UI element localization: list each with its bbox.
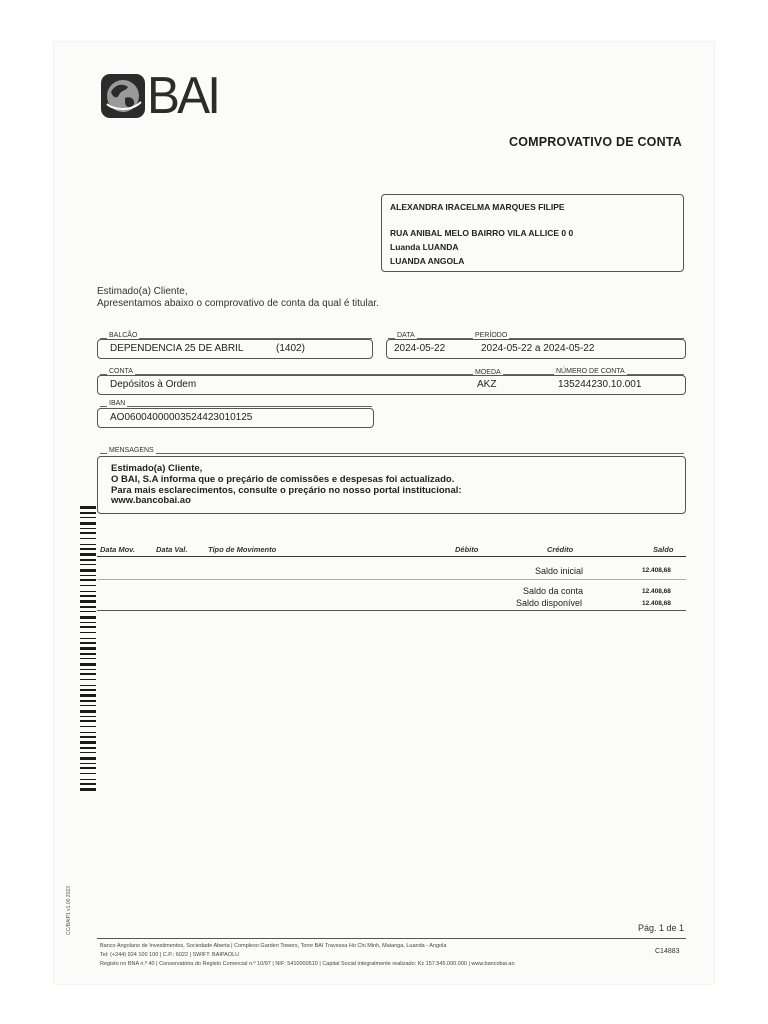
- footer-line-3: Registo no BNA n.º 40 | Conservatória do Registo Comercial n.º 10/97 | NIF: 5410000510 | Capital Social integralmente realizado: Kz 157.545.000.000 | www.bancobai.ao: [100, 961, 515, 967]
- th-saldo: Saldo: [653, 545, 674, 554]
- client-name: ALEXANDRA IRACELMA MARQUES FILIPE: [390, 202, 565, 212]
- footer-rule: [97, 938, 686, 939]
- bai-logo: [101, 67, 222, 125]
- data-value: 2024-05-22: [394, 343, 446, 354]
- saldo-inicial-value: 12.408,68: [642, 567, 671, 574]
- message-line-1: Estimado(a) Cliente,: [111, 463, 203, 474]
- balcao-label: BALCÃO: [109, 332, 138, 339]
- saldo-inicial-rule: [97, 579, 686, 580]
- greeting-line-2: Apresentamos abaixo o comprovativo de conta da qual é titular.: [97, 298, 379, 309]
- th-data-val: Data Val.: [156, 545, 188, 554]
- th-data-mov: Data Mov.: [100, 545, 136, 554]
- footer-line-2: Tel: (+244) 924 100 100 | C.P.: 6022 | SWIFT: BAIPAOLU: [100, 952, 240, 958]
- address-line-2: Luanda LUANDA: [390, 242, 459, 252]
- message-line-4: www.bancobai.ao: [111, 495, 191, 506]
- conta-label: CONTA: [109, 368, 133, 375]
- data-label: DATA: [397, 332, 415, 339]
- document-code: C14883: [655, 948, 680, 955]
- address-line-1: RUA ANIBAL MELO BAIRRO VILA ALLICE 0 0: [390, 228, 574, 238]
- page-number: Pág. 1 de 1: [638, 923, 685, 933]
- logo-text: BAI: [147, 67, 219, 125]
- balcao-value: DEPENDENCIA 25 DE ABRIL: [110, 343, 244, 354]
- iban-value: AO06004000003524423010125: [110, 412, 253, 423]
- numero-label: NÚMERO DE CONTA: [556, 368, 625, 375]
- barcode: [80, 506, 96, 794]
- saldo-conta-label: Saldo da conta: [523, 586, 584, 596]
- iban-label: IBAN: [109, 400, 126, 407]
- message-line-2: O BAI, S.A informa que o preçário de comissões e despesas foi actualizado.: [111, 474, 455, 485]
- mensagens-rule: [100, 453, 684, 454]
- periodo-value: 2024-05-22 a 2024-05-22: [481, 343, 595, 354]
- th-credito: Crédito: [547, 545, 574, 554]
- side-form-code: CC/BAIP1 v1.00 2023: [66, 886, 72, 935]
- periodo-label: PERÍODO: [475, 332, 508, 339]
- saldo-conta-value: 12.408,68: [642, 588, 671, 595]
- greeting-line-1: Estimado(a) Cliente,: [97, 286, 188, 297]
- moeda-value: AKZ: [477, 379, 497, 390]
- mensagens-label: MENSAGENS: [109, 447, 154, 454]
- footer-line-1: Banco Angolano de Investimentos, Sociedade Aberta | Complexo Garden Towers, Torre BAI Travessa Ho Chi Minh, Maianga, Luanda - Angola: [100, 943, 447, 949]
- iban-rule: [100, 406, 372, 407]
- address-line-3: LUANDA ANGOLA: [390, 256, 465, 266]
- moeda-label: MOEDA: [475, 369, 501, 376]
- saldo-disponivel-label: Saldo disponível: [516, 598, 583, 608]
- th-tipo-movimento: Tipo de Movimento: [208, 545, 277, 554]
- saldo-disponivel-value: 12.408,68: [642, 600, 671, 607]
- table-header-rule: [97, 556, 686, 557]
- balcao-code: (1402): [276, 343, 305, 354]
- th-debito: Débito: [455, 545, 479, 554]
- table-end-rule: [97, 610, 686, 611]
- saldo-inicial-label: Saldo inicial: [535, 566, 584, 576]
- conta-value: Depósitos à Ordem: [110, 379, 197, 390]
- globe-icon: [101, 74, 145, 118]
- message-line-3: Para mais esclarecimentos, consulte o preçário no nosso portal institucional:: [111, 485, 462, 496]
- numero-value: 135244230.10.001: [558, 379, 642, 390]
- document-title: COMPROVATIVO DE CONTA: [509, 135, 682, 149]
